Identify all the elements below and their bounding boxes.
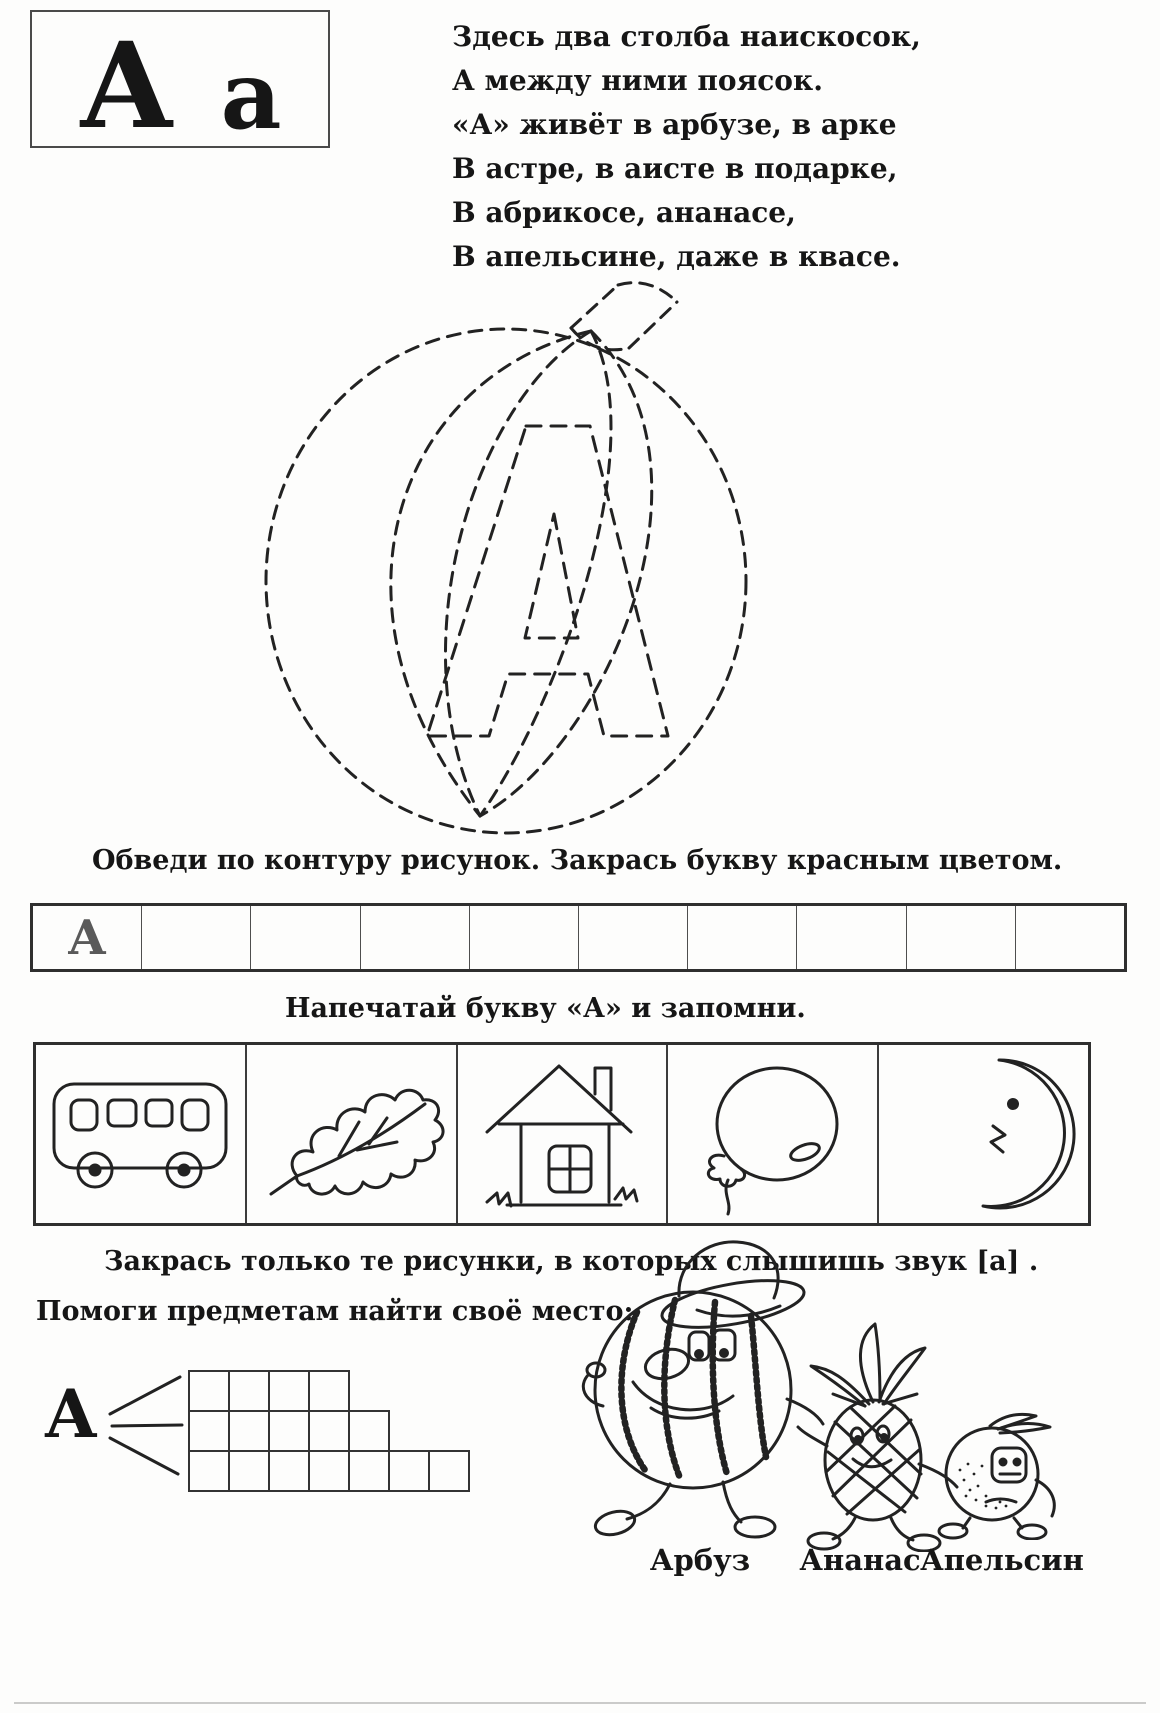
writing-cell	[250, 906, 359, 969]
house-icon	[459, 1050, 664, 1218]
grid-cell	[268, 1410, 310, 1452]
bus-icon	[38, 1050, 243, 1218]
matching-instruction: Помоги предметам найти своё место:	[36, 1296, 634, 1327]
letter-box	[30, 10, 330, 155]
picture-cell	[245, 1045, 456, 1223]
grid-cell	[428, 1450, 470, 1492]
grid-cell	[188, 1410, 230, 1452]
writing-cell	[141, 906, 250, 969]
grid-row	[190, 1372, 470, 1412]
writing-cell	[360, 906, 469, 969]
lowercase-letter: а	[220, 40, 282, 151]
sound-instruction: Закрась только те рисунки, в которых слышишь звук [а] .	[104, 1246, 1039, 1277]
grid-cell	[348, 1410, 390, 1452]
pictures-row	[33, 1042, 1091, 1226]
writing-cell	[796, 906, 905, 969]
grid-row	[190, 1412, 470, 1452]
writing-cell	[469, 906, 578, 969]
grid-cell	[268, 1370, 310, 1412]
grid-cell	[188, 1450, 230, 1492]
matching-letter: А	[44, 1375, 98, 1453]
writing-cell	[33, 906, 141, 969]
dashed-letter-a	[427, 426, 668, 736]
writing-cell	[906, 906, 1015, 969]
grid-row	[190, 1452, 470, 1492]
writing-caption: Напечатай букву «А» и запомни.	[285, 993, 806, 1024]
poem	[452, 20, 1132, 284]
grid-cell	[228, 1370, 270, 1412]
writing-cell	[1015, 906, 1124, 969]
picture-cell	[877, 1045, 1088, 1223]
grid-cell	[188, 1370, 230, 1412]
oak-leaf-icon	[249, 1050, 454, 1218]
picture-cell	[36, 1045, 245, 1223]
fruit-label: Арбуз	[649, 1543, 751, 1577]
poem-line: Здесь два столба наискосок,	[452, 20, 921, 53]
grid-cell	[228, 1450, 270, 1492]
letter-count-grid	[190, 1372, 470, 1492]
scan-edge-line	[14, 1702, 1146, 1704]
picture-cell	[666, 1045, 877, 1223]
poem-line: «А» живёт в арбузе, в арке	[452, 108, 897, 141]
grid-cell	[348, 1450, 390, 1492]
sample-letter: А	[67, 909, 107, 966]
writing-cell	[687, 906, 796, 969]
tracing-instruction: Обведи по контуру рисунок. Закрась букву красным цветом.	[92, 845, 1063, 876]
watermelon-character-icon	[575, 1212, 825, 1542]
grid-cell	[228, 1410, 270, 1452]
picture-cell	[456, 1045, 667, 1223]
orange-character-icon	[930, 1408, 1090, 1540]
connector-rays	[108, 1368, 188, 1480]
grid-cell	[388, 1450, 430, 1492]
grid-cell	[308, 1370, 350, 1412]
grid-cell	[308, 1410, 350, 1452]
uppercase-letter: А	[78, 15, 175, 155]
watermelon-tracing-figure	[258, 276, 763, 841]
fruit-label: Апельсин	[920, 1543, 1084, 1577]
grid-cell	[268, 1450, 310, 1492]
poem-line: В апельсине, даже в квасе.	[452, 240, 901, 273]
poem-line: В абрикосе, ананасе,	[452, 196, 796, 229]
crescent-moon-icon	[881, 1050, 1086, 1218]
poem-line: А между ними поясок.	[452, 64, 823, 97]
fruit-label: Ананас	[799, 1543, 921, 1577]
poem-line: В астре, в аисте в подарке,	[452, 152, 898, 185]
writing-cell	[578, 906, 687, 969]
balloon-icon	[670, 1050, 875, 1218]
grid-cell	[308, 1450, 350, 1492]
writing-cells-row	[30, 903, 1127, 972]
